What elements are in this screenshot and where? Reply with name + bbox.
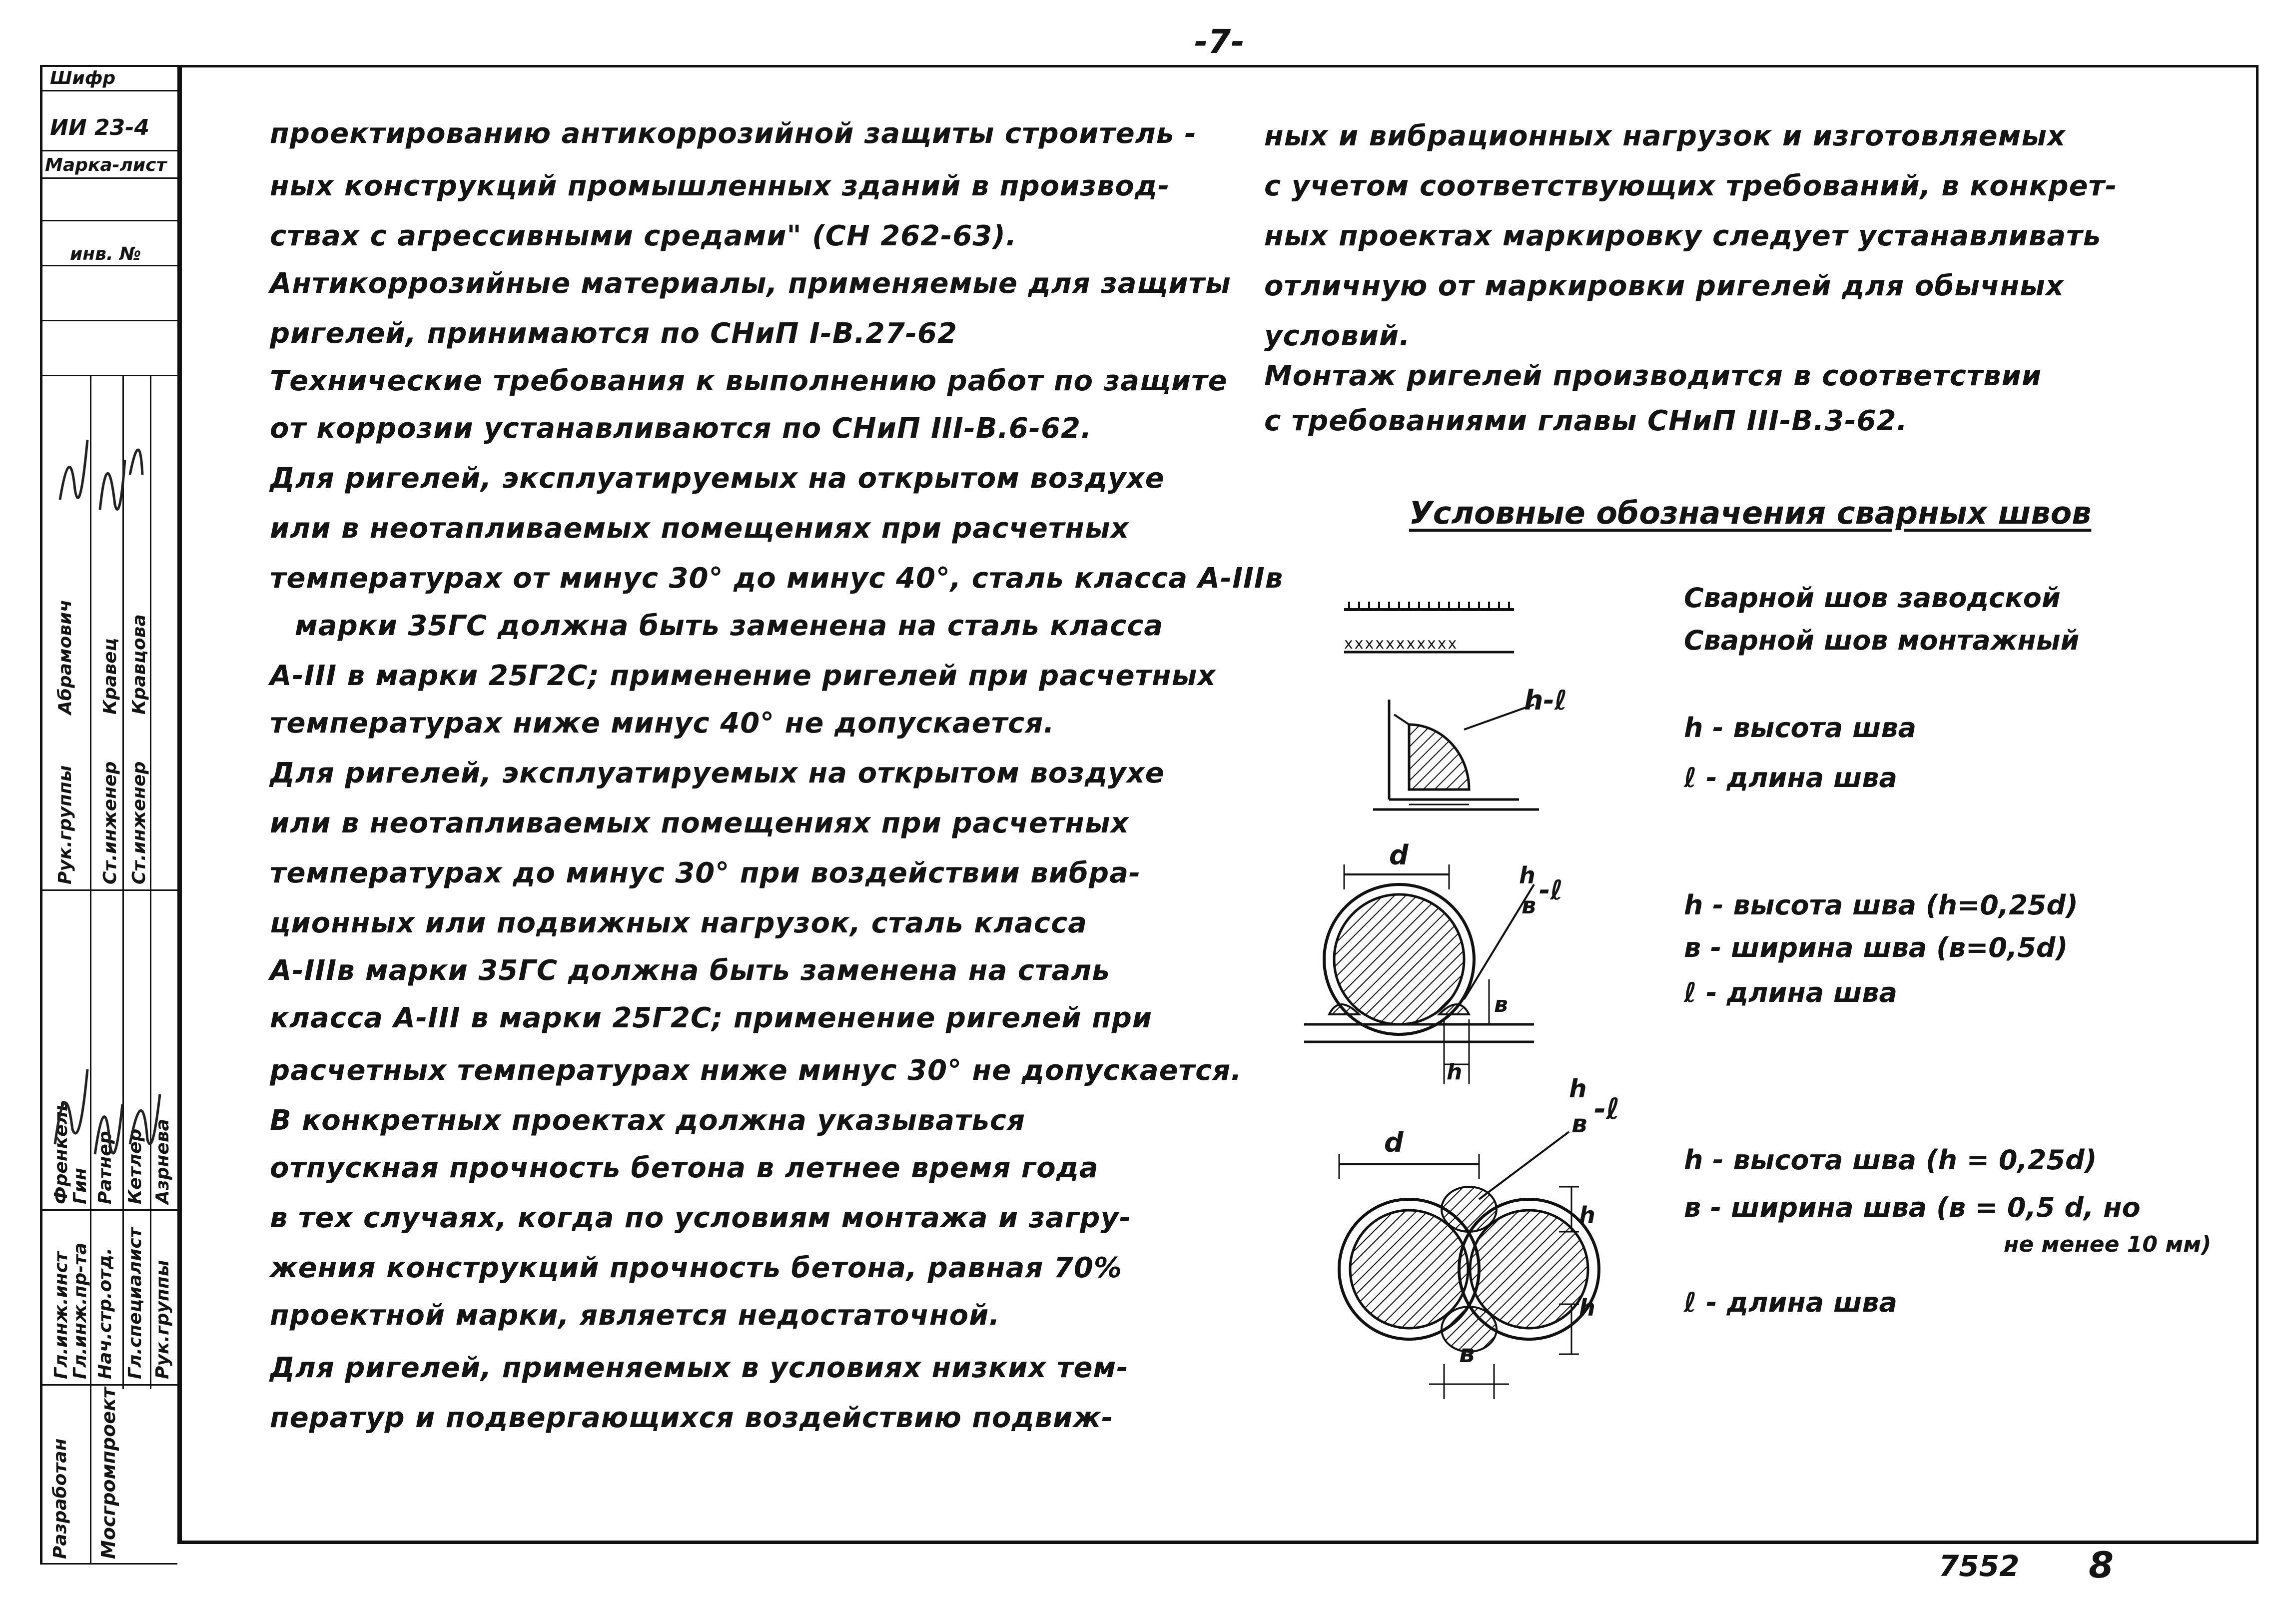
left-line: Для ригелей, эксплуатируемых на открытом воздухе	[270, 757, 1165, 790]
name-kravcova: Кравцова	[129, 614, 149, 715]
label-h-over-b-1: h	[1519, 862, 1535, 889]
label-h-bottom-1: h	[1447, 1059, 1463, 1085]
left-line: Для ригелей, применяемых в условиях низких тем-	[270, 1352, 1129, 1384]
signature-marks	[40, 375, 177, 1224]
role-st-inzh: Ст.инженер	[100, 761, 120, 884]
role-ruk-gruppy: Рук.группы	[152, 1260, 173, 1379]
right-line: Монтаж ригелей производится в соответствии	[1264, 360, 2042, 392]
left-line: ствах с агрессивными средами" (СН 262-63).	[270, 220, 1017, 252]
name-kravec: Кравец	[100, 638, 120, 715]
right-line: ных и вибрационных нагрузок и изготовляемых	[1264, 120, 2066, 152]
left-line: температурах ниже минус 40° не допускается.	[270, 707, 1055, 740]
role-gl-spec: Гл.специалист	[125, 1227, 145, 1379]
label-h-top-2: h	[1579, 1202, 1595, 1229]
right-line: с учетом соответствующих требований, в конкрет-	[1264, 170, 2118, 202]
role-ruk-gruppy-2: Рук.группы	[55, 765, 75, 884]
marka-list-label: Марка-лист	[45, 155, 167, 175]
name-abramovich: Абрамович	[55, 600, 75, 715]
legend-field-weld: Сварной шов монтажный	[1684, 625, 2080, 656]
left-line: расчетных температурах ниже минус 30° не допускается.	[270, 1054, 1242, 1087]
left-line: Технические требования к выполнению работ по защите	[270, 365, 1228, 397]
label-h-bottom-2: h	[1579, 1294, 1595, 1321]
page-number: -7-	[1194, 22, 1245, 61]
legend-g2-b: в - ширина шва (в=0,5d)	[1684, 932, 2068, 963]
left-line: Для ригелей, эксплуатируемых на открытом воздухе	[270, 462, 1165, 495]
right-line: ных проектах маркировку следует устанавливать	[1264, 220, 2102, 252]
role-gl-inzh-inst: Гл.инж.инст	[51, 1252, 71, 1379]
org-name: Мосгромпроект	[97, 1387, 119, 1559]
left-line: жения конструкций прочность бетона, равная 70%	[270, 1252, 1122, 1284]
left-line: марки 35ГС должна быть заменена на сталь класса	[295, 610, 1164, 642]
legend-title: Условные обозначения сварных швов	[1409, 495, 2092, 531]
label-b-2: в	[1459, 1339, 1475, 1368]
svg-text:xxxxxxxxxxx: xxxxxxxxxxx	[1344, 635, 1459, 653]
left-line: проектированию антикоррозийной защиты строитель -	[270, 117, 1197, 150]
shifr-label: Шифр	[50, 68, 116, 88]
legend-g3-h: h - высота шва (h = 0,25d)	[1684, 1144, 2097, 1176]
legend-g1-h: h - высота шва	[1684, 712, 1917, 744]
left-line: А-IIIв марки 35ГС должна быть заменена на сталь	[270, 954, 1110, 987]
left-line: проектной марки, является недостаточной.	[270, 1299, 1000, 1332]
legend-g2-h: h - высота шва (h=0,25d)	[1684, 889, 2078, 921]
label-dash-l-1: -ℓ	[1539, 874, 1563, 906]
legend-g3-b-cont: не менее 10 мм)	[2004, 1232, 2212, 1257]
left-line: или в неотапливаемых помещениях при расчетных	[270, 512, 1129, 545]
name-azrneva: Азрнева	[152, 1119, 173, 1204]
left-line: ператур и подвергающихся воздействию подвиж-	[270, 1402, 1114, 1434]
label-b-under-2: в	[1571, 1109, 1587, 1138]
left-line: Антикоррозийные материалы, применяемые для защиты	[270, 267, 1231, 300]
left-line: температурах до минус 30° при воздействии вибра-	[270, 857, 1141, 889]
legend-g1-l: ℓ - длина шва	[1684, 762, 1897, 794]
label-b-side-1: в	[1494, 992, 1508, 1017]
left-line: отпускная прочность бетона в летнее время года	[270, 1152, 1099, 1184]
left-line: класса А-III в марки 25Г2С; применение ригелей при	[270, 1002, 1153, 1034]
legend-g3-l: ℓ - длина шва	[1684, 1287, 1897, 1318]
left-line: от коррозии устанавливаются по СНиП III-В.6-62.	[270, 412, 1092, 445]
label-h-l: h-ℓ	[1524, 685, 1567, 716]
label-d-2: d	[1384, 1127, 1404, 1158]
label-h-over-b-2: h	[1569, 1074, 1587, 1103]
role-gl-inzh-prta: Гл.инж.пр-та	[70, 1242, 90, 1379]
right-line: отличную от маркировки ригелей для обычных	[1264, 270, 2064, 302]
legend-g3-b: в - ширина шва (в = 0,5 d, но	[1684, 1192, 2141, 1223]
right-line: с требованиями главы СНиП III-В.3-62.	[1264, 405, 1908, 437]
name-frenkel: Френкель	[51, 1100, 71, 1204]
legend-factory-weld: Сварной шов заводской	[1684, 582, 2061, 614]
sheet-number: 7552	[1939, 1549, 2020, 1583]
right-line: условий.	[1264, 320, 1411, 352]
left-line: температурах от минус 30° до минус 40°, сталь класса А-IIIв	[270, 562, 1284, 595]
role-st-inzh-2: Ст.инженер	[129, 761, 149, 884]
left-line: А-III в марки 25Г2С; применение ригелей при расчетных	[270, 660, 1216, 692]
weld-symbols	[1344, 595, 1524, 660]
left-line: или в неотапливаемых помещениях при расчетных	[270, 807, 1129, 839]
left-line: в тех случаях, когда по условиям монтажа и загру-	[270, 1202, 1132, 1234]
inv-label: инв. №	[70, 244, 141, 264]
double-bar-weld-figure	[1319, 1104, 1669, 1399]
role-nach-otd: Нач.стр.отд.	[95, 1248, 115, 1379]
shifr-value: ИИ 23-4	[50, 115, 150, 140]
role-razrabotan: Разработан	[50, 1438, 70, 1559]
left-line: ционных или подвижных нагрузок, сталь класса	[270, 907, 1088, 939]
label-dash-l-2: -ℓ	[1594, 1092, 1620, 1126]
name-gin: Гин	[70, 1167, 90, 1204]
name-ratner: Ратнер	[95, 1131, 115, 1204]
title-stamp	[40, 65, 177, 1564]
left-line: В конкретных проектах должна указываться	[270, 1104, 1026, 1137]
bar-weld-figure	[1299, 854, 1579, 1094]
name-ketler: Кетлер	[125, 1128, 145, 1204]
left-line: ригелей, принимаются по СНиП I-В.27-62	[270, 317, 957, 350]
legend-g2-l: ℓ - длина шва	[1684, 977, 1897, 1008]
sheet-mark: 8	[2089, 1544, 2114, 1586]
label-d-1: d	[1389, 839, 1409, 871]
label-b-under-1: в	[1522, 892, 1536, 919]
left-line: ных конструкций промышленных зданий в производ-	[270, 170, 1170, 202]
